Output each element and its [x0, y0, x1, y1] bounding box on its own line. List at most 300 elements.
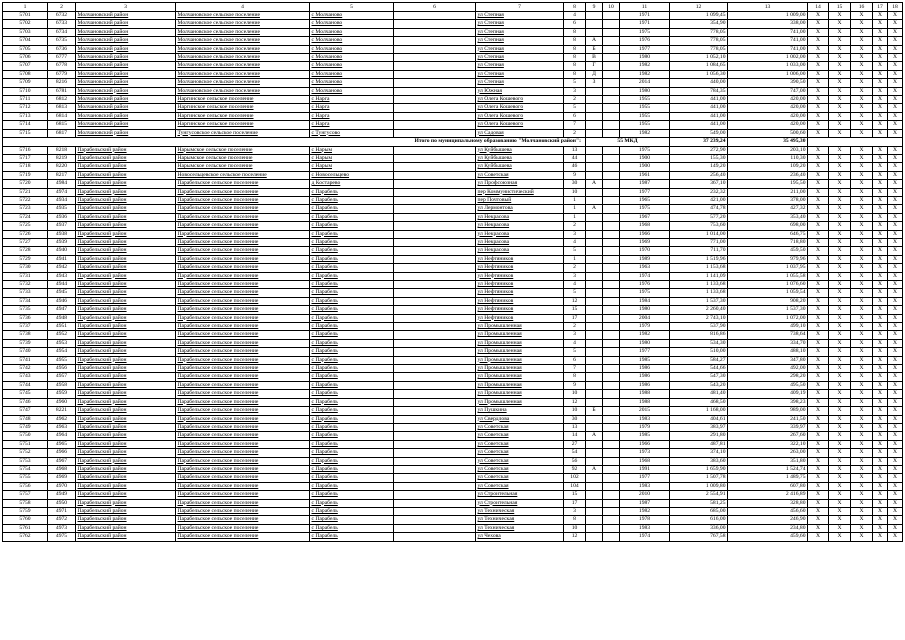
table-cell: 5726 [3, 230, 48, 238]
table-cell: Молчановское сельское поселение [176, 54, 310, 62]
table-cell [394, 112, 476, 120]
table-cell: 4963 [48, 423, 76, 431]
table-cell: Парабельский район [76, 222, 176, 230]
table-cell: Парабельское сельское поселение [176, 339, 310, 347]
table-cell [394, 415, 476, 423]
table-cell: X [873, 281, 888, 289]
table-cell: 1977 [620, 188, 670, 196]
table-cell: 459,50 [728, 247, 808, 255]
table-cell: 459,60 [728, 533, 808, 541]
table-cell: 354,90 [670, 20, 728, 28]
table-cell [394, 390, 476, 398]
table-cell: 1979 [620, 423, 670, 431]
table-cell: 420,00 [728, 104, 808, 112]
table-cell: ул Южная [476, 87, 564, 95]
table-cell: Парабельский район [76, 415, 176, 423]
table-row [3, 230, 903, 238]
table-cell [586, 449, 603, 457]
table-cell: 46 [564, 163, 586, 171]
table-cell: 5704 [3, 37, 48, 45]
table-row [3, 12, 903, 20]
table-cell: 8 [564, 62, 586, 70]
table-cell: X [808, 87, 829, 95]
table-cell: X [829, 524, 851, 532]
table-cell: с Молчаново [310, 12, 394, 20]
table-cell: 1965 [620, 196, 670, 204]
table-cell: 5718 [3, 163, 48, 171]
table-cell: Парабельский район [76, 457, 176, 465]
table-cell: 6736 [48, 45, 76, 53]
table-cell: ул Лермонтова [476, 205, 564, 213]
table-cell: X [829, 104, 851, 112]
table-cell: 4973 [48, 524, 76, 532]
table-cell: Молчановский район [76, 87, 176, 95]
table-cell: 1971 [620, 20, 670, 28]
table-cell [603, 238, 620, 246]
table-cell: 10 [564, 188, 586, 196]
table-cell: X [873, 449, 888, 457]
table-cell [603, 70, 620, 78]
table-cell: 5732 [3, 281, 48, 289]
table-cell: 4974 [48, 188, 76, 196]
table-cell: X [873, 205, 888, 213]
table-cell [603, 163, 620, 171]
table-cell: 9 [564, 171, 586, 179]
table-cell: X [808, 79, 829, 87]
table-cell: X [851, 20, 873, 28]
table-cell: X [829, 407, 851, 415]
table-cell: с Парабель [310, 491, 394, 499]
table-cell: 440,00 [670, 79, 728, 87]
table-cell: 1 [564, 196, 586, 204]
table-cell: Парабельский район [76, 516, 176, 524]
table-cell: с Парабель [310, 507, 394, 515]
table-cell: Парабельский район [76, 331, 176, 339]
table-cell [586, 154, 603, 162]
table-cell: 155,30 [670, 154, 728, 162]
table-cell [394, 255, 476, 263]
table-cell: ул Нефтяников [476, 272, 564, 280]
table-cell [394, 449, 476, 457]
table-cell: Парабельское сельское поселение [176, 365, 310, 373]
table-cell: X [851, 70, 873, 78]
table-row [3, 70, 903, 78]
table-cell: 1 519,96 [670, 255, 728, 263]
table-cell: X [851, 339, 873, 347]
table-cell: 1980 [620, 306, 670, 314]
table-cell: X [851, 297, 873, 305]
table-cell: с Молчаново [310, 87, 394, 95]
table-cell: 1987 [620, 499, 670, 507]
table-cell: 30 [564, 180, 586, 188]
table-cell: с Парабель [310, 449, 394, 457]
column-header-cell: 5 [310, 3, 394, 12]
table-cell: X [873, 373, 888, 381]
table-cell: с Парабель [310, 457, 394, 465]
table-cell: X [888, 180, 903, 188]
column-header-cell: 14 [808, 3, 829, 12]
table-cell: 4938 [48, 230, 76, 238]
table-cell: X [851, 289, 873, 297]
table-cell: 9 [564, 381, 586, 389]
table-cell: 1 141,09 [670, 272, 728, 280]
table-cell: 203,10 [728, 146, 808, 154]
table-cell [394, 188, 476, 196]
table-row [3, 482, 903, 490]
table-cell: Парабельский район [76, 474, 176, 482]
table-cell: X [873, 20, 888, 28]
table-cell: X [851, 398, 873, 406]
table-cell: Парабельское сельское поселение [176, 432, 310, 440]
table-cell: X [888, 129, 903, 137]
table-cell [603, 264, 620, 272]
table-cell: Молчановский район [76, 37, 176, 45]
table-cell: 5730 [3, 264, 48, 272]
table-cell: ул Нефтяников [476, 264, 564, 272]
table-cell: 5 [564, 289, 586, 297]
table-cell: X [808, 163, 829, 171]
table-cell: 607,80 [728, 482, 808, 490]
table-cell: с Парабель [310, 297, 394, 305]
table-cell: 6812 [48, 96, 76, 104]
column-header-cell: 13 [728, 3, 808, 12]
table-cell [394, 205, 476, 213]
table-cell: X [873, 457, 888, 465]
table-cell [603, 449, 620, 457]
table-cell [394, 356, 476, 364]
table-cell: X [888, 163, 903, 171]
table-cell: X [888, 348, 903, 356]
table-cell: ул Нефтяников [476, 314, 564, 322]
table-cell: Молчановский район [76, 54, 176, 62]
table-cell: Парабельский район [76, 323, 176, 331]
table-cell: 109,20 [728, 163, 808, 171]
table-cell: 8 [564, 54, 586, 62]
table-cell [586, 507, 603, 515]
table-cell: X [888, 457, 903, 465]
table-cell [586, 213, 603, 221]
table-row [3, 306, 903, 314]
table-cell: Молчановский район [76, 79, 176, 87]
table-cell: X [808, 398, 829, 406]
table-cell [586, 440, 603, 448]
table-cell: X [888, 188, 903, 196]
group-total-area: 37 239,24 [670, 138, 728, 146]
table-cell: X [829, 79, 851, 87]
table-cell: X [829, 381, 851, 389]
table-cell: 5749 [3, 423, 48, 431]
table-cell: X [851, 373, 873, 381]
table-cell: 1 133,68 [670, 289, 728, 297]
table-cell: 1 [564, 213, 586, 221]
table-cell: с Парабель [310, 255, 394, 263]
table-cell: X [888, 491, 903, 499]
table-cell: 267,60 [728, 432, 808, 440]
table-cell: X [829, 180, 851, 188]
table-cell: 1 524,74 [728, 465, 808, 473]
table-cell: 8221 [48, 407, 76, 415]
table-cell: с Тунгусово [310, 129, 394, 137]
table-cell: 4934 [48, 196, 76, 204]
table-cell: Парабельский район [76, 213, 176, 221]
table-cell: X [873, 348, 888, 356]
table-cell: 1985 [620, 356, 670, 364]
table-cell: X [888, 121, 903, 129]
table-cell: 4945 [48, 289, 76, 297]
column-header-cell: 7 [476, 3, 564, 12]
table-cell [603, 255, 620, 263]
table-row [3, 247, 903, 255]
table-cell: Парабельский район [76, 373, 176, 381]
table-cell: ул Олега Кошевого [476, 96, 564, 104]
table-cell: 8 [564, 37, 586, 45]
table-row [3, 415, 903, 423]
table-cell: X [851, 415, 873, 423]
table-cell: Парабельский район [76, 390, 176, 398]
table-cell: X [888, 222, 903, 230]
table-cell: X [888, 524, 903, 532]
table-cell: ул Некрасова [476, 238, 564, 246]
table-cell: ул Степная [476, 45, 564, 53]
table-cell: X [873, 121, 888, 129]
table-cell: с Молчаново [310, 45, 394, 53]
table-cell: X [808, 28, 829, 36]
table-cell: X [873, 104, 888, 112]
table-cell: 8220 [48, 163, 76, 171]
table-cell: 6 [564, 20, 586, 28]
table-cell [586, 398, 603, 406]
table-cell: X [808, 356, 829, 364]
table-cell: X [851, 62, 873, 70]
table-cell: 771,00 [670, 238, 728, 246]
table-cell: 4964 [48, 432, 76, 440]
table-cell: 4 [564, 281, 586, 289]
table-cell: X [873, 339, 888, 347]
table-cell [394, 398, 476, 406]
table-cell: X [873, 440, 888, 448]
table-cell: 1982 [620, 507, 670, 515]
table-cell: X [808, 348, 829, 356]
registry-sheet [2, 2, 902, 542]
table-cell: Тунгусовское сельское поселение [176, 129, 310, 137]
table-cell: 5761 [3, 524, 48, 532]
table-cell: 908,20 [728, 297, 808, 305]
table-cell: X [851, 440, 873, 448]
table-cell [603, 507, 620, 515]
table-cell [603, 112, 620, 120]
table-cell: X [888, 365, 903, 373]
table-cell [394, 230, 476, 238]
table-cell: X [851, 188, 873, 196]
table-row [3, 96, 903, 104]
table-cell: 4971 [48, 507, 76, 515]
table-cell: X [851, 247, 873, 255]
table-cell: X [851, 104, 873, 112]
table-cell [394, 482, 476, 490]
table-cell: X [873, 12, 888, 20]
table-cell: 5747 [3, 407, 48, 415]
table-cell: 1969 [620, 238, 670, 246]
table-cell: X [873, 230, 888, 238]
table-cell: 195,50 [728, 180, 808, 188]
group-total-area-2: 35 495,30 [728, 138, 808, 146]
table-cell: 12 [564, 398, 586, 406]
table-cell: с Парабель [310, 323, 394, 331]
table-cell: X [829, 356, 851, 364]
table-cell: X [851, 196, 873, 204]
table-cell: Парабельское сельское поселение [176, 255, 310, 263]
table-cell: X [808, 238, 829, 246]
table-cell: 6732 [48, 12, 76, 20]
table-cell: 1955 [620, 112, 670, 120]
table-cell: с Парабель [310, 533, 394, 541]
table-cell [603, 533, 620, 541]
table-cell: 1975 [620, 28, 670, 36]
column-header-cell: 6 [394, 3, 476, 12]
table-cell: Парабельский район [76, 306, 176, 314]
table-cell: X [888, 96, 903, 104]
table-cell: Парабельское сельское поселение [176, 238, 310, 246]
table-cell: Парабельский район [76, 247, 176, 255]
table-cell [586, 289, 603, 297]
table-cell: ул Степная [476, 37, 564, 45]
table-cell: с Парабель [310, 289, 394, 297]
table-cell: X [829, 516, 851, 524]
column-header-cell: 9 [586, 3, 603, 12]
table-cell: 6813 [48, 104, 76, 112]
table-cell: 1980 [620, 339, 670, 347]
table-cell: 322,10 [728, 440, 808, 448]
table-cell: X [851, 381, 873, 389]
table-cell: Парабельский район [76, 398, 176, 406]
table-cell: 1 052,10 [670, 54, 728, 62]
table-cell: 5709 [3, 79, 48, 87]
table-cell: 2 [564, 129, 586, 137]
table-cell: 13 [564, 423, 586, 431]
table-cell: 334,70 [728, 339, 808, 347]
table-cell: 5736 [3, 314, 48, 322]
table-cell [394, 339, 476, 347]
table-cell: Парабельское сельское поселение [176, 196, 310, 204]
table-cell: ул Олега Кошевого [476, 121, 564, 129]
table-cell: 500,60 [728, 129, 808, 137]
table-cell: Молчановский район [76, 62, 176, 70]
table-cell: 1986 [620, 381, 670, 389]
table-cell: 4937 [48, 222, 76, 230]
table-cell [394, 238, 476, 246]
table-cell: X [888, 264, 903, 272]
table-cell: X [888, 171, 903, 179]
table-cell [603, 12, 620, 20]
table-cell: 149,20 [670, 163, 728, 171]
table-cell: 1982 [620, 70, 670, 78]
table-cell: 256,40 [670, 171, 728, 179]
table-cell: X [808, 230, 829, 238]
table-cell [603, 230, 620, 238]
table-cell: 5742 [3, 365, 48, 373]
table-cell: X [851, 272, 873, 280]
table-cell: 1 168,00 [670, 407, 728, 415]
table-cell: 4972 [48, 516, 76, 524]
table-cell [586, 87, 603, 95]
table-cell: 4942 [48, 264, 76, 272]
table-cell: Молчановское сельское поселение [176, 20, 310, 28]
table-cell: X [829, 28, 851, 36]
table-cell: X [873, 255, 888, 263]
table-cell: Парабельское сельское поселение [176, 180, 310, 188]
table-cell: 441,00 [670, 112, 728, 120]
table-cell [586, 491, 603, 499]
table-row [3, 121, 903, 129]
table-cell: X [808, 365, 829, 373]
table-cell: X [873, 213, 888, 221]
table-cell: X [873, 28, 888, 36]
table-cell: Парабельское сельское поселение [176, 373, 310, 381]
table-cell: X [829, 163, 851, 171]
table-cell [394, 423, 476, 431]
table-cell: ул Советская [476, 440, 564, 448]
table-cell: X [829, 272, 851, 280]
table-row [3, 146, 903, 154]
table-cell: 5710 [3, 87, 48, 95]
table-cell: с Нарга [310, 121, 394, 129]
table-cell: 778,05 [670, 28, 728, 36]
registry-body [3, 3, 903, 542]
table-cell: ул Чехова [476, 533, 564, 541]
table-cell: X [888, 289, 903, 297]
table-cell: с Парабель [310, 465, 394, 473]
table-row [3, 524, 903, 532]
table-cell: X [851, 281, 873, 289]
table-cell: 5722 [3, 196, 48, 204]
table-cell: 1989 [620, 255, 670, 263]
table-cell: X [888, 356, 903, 364]
table-row [3, 154, 903, 162]
table-cell: Парабельский район [76, 289, 176, 297]
table-cell [603, 104, 620, 112]
table-cell: 102 [564, 474, 586, 482]
table-cell: 4956 [48, 365, 76, 373]
table-cell: 3 [564, 230, 586, 238]
table-cell: Парабельский район [76, 524, 176, 532]
table-cell [603, 45, 620, 53]
column-header-cell: 8 [564, 3, 586, 12]
table-cell: X [873, 499, 888, 507]
table-cell: X [873, 331, 888, 339]
table-cell: с Парабель [310, 423, 394, 431]
table-cell [394, 37, 476, 45]
table-cell: ул Степная [476, 62, 564, 70]
table-cell: 1978 [620, 516, 670, 524]
table-cell [603, 96, 620, 104]
table-cell: 6 [564, 356, 586, 364]
table-row [3, 297, 903, 305]
table-cell: X [851, 516, 873, 524]
table-cell: с Парабель [310, 474, 394, 482]
group-total-empty [808, 138, 903, 146]
table-cell: ул Степная [476, 70, 564, 78]
table-cell: X [851, 79, 873, 87]
table-cell: X [829, 87, 851, 95]
table-cell [394, 373, 476, 381]
table-cell: с Парабель [310, 188, 394, 196]
table-cell: X [808, 264, 829, 272]
table-cell: Б [586, 407, 603, 415]
table-cell: X [873, 45, 888, 53]
table-cell: Г [586, 62, 603, 70]
table-cell: X [808, 381, 829, 389]
table-cell: с Парабель [310, 356, 394, 364]
